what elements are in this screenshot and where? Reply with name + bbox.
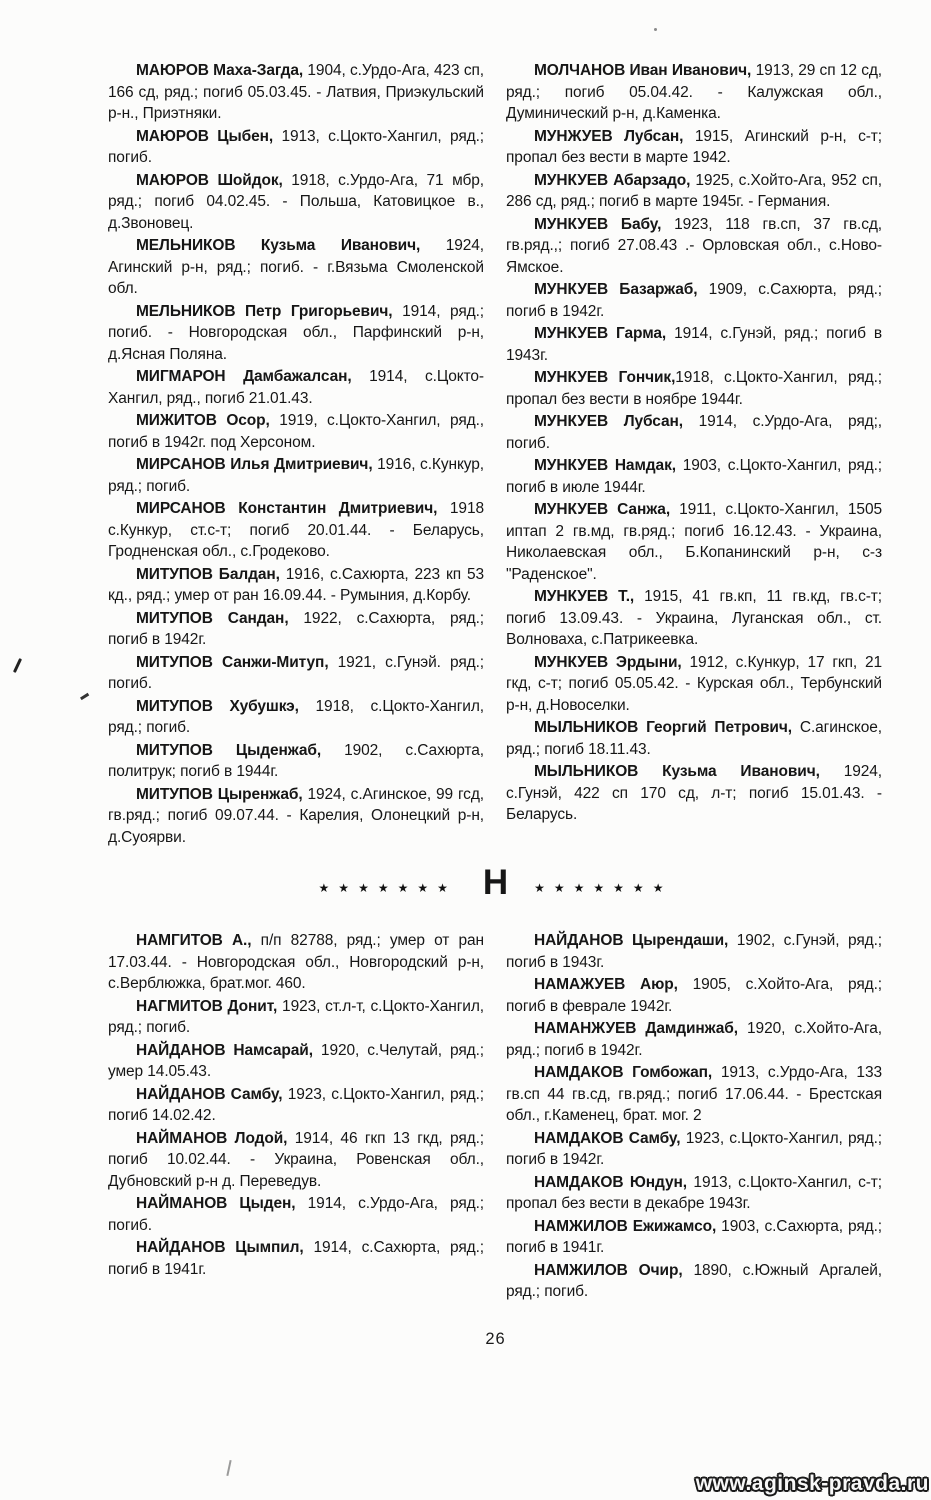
lower-right-column bbox=[506, 930, 882, 1304]
entry-details: 1914, ряд.; погиб. - Новгородская обл., Парфинский р-н, д.Ясная Поляна. bbox=[108, 302, 484, 363]
entry-person-name: НАМГИТОВ А., bbox=[136, 932, 252, 949]
entry-details: 1920, с.Хойто-Ага, ряд.; погиб в 1942г. bbox=[506, 1020, 882, 1059]
entry-person-name: МАЮРОВ Шойдок, bbox=[136, 171, 283, 189]
entry-details: 1916, с.Кункур, ряд.; погиб. bbox=[108, 456, 485, 495]
entry-details: 1914, с.Урдо-Ага, ряд;, погиб. bbox=[506, 413, 882, 452]
memorial-entry bbox=[506, 930, 882, 973]
entry-details: 1913, с.Цокто-Хангил, с-т; пропал без вести в декабре 1943г. bbox=[506, 1173, 883, 1212]
stars-left-ornament: ★★★★★★★ bbox=[318, 880, 457, 895]
entry-details: 1914, с.Цокто-Хангил, ряд., погиб 21.01.43. bbox=[108, 368, 484, 407]
scan-artifact-stroke bbox=[13, 658, 22, 673]
entry-details: п/п 82788, ряд.; умер от ран 17.03.44. - Новгородская обл., Новгородский р-н, с.Верблюжка, брат.мог. 460. bbox=[108, 932, 484, 992]
entry-details: 1916, с.Сахюрта, 223 кп 53 кд., ряд.; умер от ран 16.09.44. - Румыния, д.Корбу. bbox=[108, 565, 484, 604]
entry-details: 1922, с.Сахюрта, ряд.; погиб в 1942г. bbox=[108, 609, 484, 648]
entry-details: 1918, с.Урдо-Ага, 71 мбр, ряд.; погиб 04.02.45. - Польша, Катовицкое в., д.Звоновец. bbox=[108, 171, 484, 232]
entry-person-name: МУНКУЕВ Лубсан, bbox=[534, 413, 683, 430]
entry-person-name: МЫЛЬНИКОВ Георгий Петрович, bbox=[534, 719, 792, 736]
entry-person-name: МИТУПОВ Цыренжаб, bbox=[136, 785, 303, 803]
entry-person-name: НАМАЖУЕВ Аюр, bbox=[534, 976, 678, 993]
section-letter-m bbox=[108, 60, 883, 849]
memorial-entry bbox=[108, 410, 484, 453]
memorial-entry bbox=[506, 1018, 882, 1061]
entry-details: 1924, с.Агинское, 99 гсд, гв.ряд.; погиб 09.07.44. - Карелия, Олонецкий р-н, д.Суоярви. bbox=[108, 785, 484, 846]
upper-left-column bbox=[108, 60, 484, 849]
memorial-entry bbox=[108, 930, 484, 995]
entry-details: 1919, с.Цокто-Хангил, ряд., погиб в 1942г. под Херсоном. bbox=[108, 412, 484, 451]
entry-person-name: МУНКУЕВ Намдак, bbox=[534, 457, 676, 474]
entry-details: 1909, с.Сахюрта, ряд.; погиб в 1942г. bbox=[506, 281, 882, 320]
entry-details: 1924, с.Гунэй, 422 сп 170 сд, л-т; погиб 15.01.43. - Беларусь. bbox=[506, 763, 882, 823]
entry-details: 1914, с.Урдо-Ага, ряд.; погиб. bbox=[108, 1195, 484, 1234]
memorial-entry bbox=[506, 60, 882, 125]
memorial-entry bbox=[108, 1128, 484, 1193]
entry-details: С.агинское, ряд.; погиб 18.11.43. bbox=[506, 719, 882, 758]
memorial-entry bbox=[108, 1237, 484, 1280]
entry-details: 1903, с.Цокто-Хангил, ряд.; погиб в июле 1944г. bbox=[506, 457, 882, 496]
memorial-entry bbox=[506, 455, 882, 498]
entry-person-name: МЕЛЬНИКОВ Кузьма Иванович, bbox=[136, 237, 421, 254]
entry-details: 1902, с.Гунэй, ряд.; погиб в 1943г. bbox=[506, 932, 882, 971]
memorial-entry bbox=[506, 586, 882, 651]
section-header-n bbox=[108, 865, 883, 900]
memorial-entry bbox=[108, 564, 484, 607]
entry-person-name: МИГМАРОН Дамбажалсан, bbox=[136, 368, 352, 385]
entry-details: 1923, 118 гв.сп, 37 гв.сд, гв.ряд.,; погиб 27.08.43 .- Орловская обл., с.Ново-Ямское. bbox=[506, 215, 883, 276]
memorial-entry bbox=[506, 974, 882, 1017]
entry-person-name: НАМЖИЛОВ Очир, bbox=[534, 1261, 683, 1279]
entry-details: 1918 с.Кункур, ст.с-т; погиб 20.01.44. - Беларусь, Гродненская обл., с.Гродеково. bbox=[108, 500, 484, 560]
memorial-entry bbox=[506, 761, 882, 826]
entry-details: 1904, с.Урдо-Ага, 423 сп, 166 сд, ряд.; погиб 05.03.45. - Латвия, Приэкульский р-н., Приэтняки. bbox=[108, 62, 484, 122]
memorial-entry bbox=[108, 784, 484, 849]
entry-person-name: МУНКУЕВ Гончик, bbox=[534, 369, 676, 386]
entry-person-name: МИРСАНОВ Константин Дмитриевич, bbox=[136, 500, 438, 517]
entry-person-name: МЕЛЬНИКОВ Петр Григорьевич, bbox=[136, 302, 393, 320]
entry-person-name: МУНКУЕВ Т., bbox=[534, 588, 635, 605]
memorial-entry bbox=[108, 235, 484, 300]
memorial-entry bbox=[506, 499, 882, 585]
memorial-entry bbox=[108, 652, 484, 695]
entry-details: 1911, с.Цокто-Хангил, 1505 иптап 2 гв.мд, гв.ряд.; погиб 16.12.43. - Украина, Николаевская обл., Б.Копанинский р-н, с-з "Раденское". bbox=[506, 501, 882, 583]
memorial-entry bbox=[506, 367, 882, 410]
entry-person-name: МУНЖУЕВ Лубсан, bbox=[534, 127, 684, 145]
entry-person-name: МИТУПОВ Балдан, bbox=[136, 565, 280, 583]
memorial-entry bbox=[108, 60, 484, 125]
entry-person-name: НАЙМАНОВ Цыден, bbox=[136, 1195, 296, 1212]
entry-person-name: НАЙДАНОВ Цымпил, bbox=[136, 1239, 304, 1256]
entry-details: 1890, с.Южный Аргалей, ряд.; погиб. bbox=[506, 1261, 883, 1300]
entry-details: 1915, Агинский р-н, с-т; пропал без вести в марте 1942. bbox=[506, 127, 882, 166]
memorial-entry bbox=[108, 608, 484, 651]
entry-details: 1914, 46 гкп 13 гкд, ряд.; погиб 10.02.44. - Украина, Ровенская обл., Дубновский р-н д. Переведув. bbox=[108, 1129, 484, 1190]
entry-details: 1923, ст.л-т, с.Цокто-Хангил, ряд.; погиб. bbox=[108, 997, 485, 1036]
lower-left-column bbox=[108, 930, 484, 1304]
entry-details: 1913, с.Цокто-Хангил, ряд.; погиб. bbox=[108, 127, 484, 166]
memorial-entry bbox=[108, 366, 484, 409]
entry-details: 1914, с.Гунэй, ряд.; погиб в 1943г. bbox=[506, 325, 882, 364]
entry-details: 1915, 41 гв.кп, 11 гв.кд, гв.с-т; погиб 13.09.43. - Украина, Луганская обл., ст. Волноваха, с.Патрикеевка. bbox=[506, 588, 882, 648]
entry-person-name: НАМДАКОВ Гомбожап, bbox=[534, 1064, 713, 1081]
entry-person-name: НАМДАКОВ Самбу, bbox=[534, 1129, 681, 1147]
memorial-entry bbox=[506, 1172, 882, 1215]
entry-person-name: НАМДАКОВ Юндун, bbox=[534, 1173, 687, 1191]
entry-details: 1921, с.Гунэй. ряд.; погиб. bbox=[108, 653, 484, 692]
memorial-entry bbox=[506, 1216, 882, 1259]
entry-person-name: НАЙДАНОВ Цырендаши, bbox=[534, 932, 729, 949]
memorial-entry bbox=[108, 740, 484, 783]
memorial-entry bbox=[108, 454, 484, 497]
memorial-entry bbox=[506, 1260, 882, 1303]
stars-right-ornament: ★★★★★★★ bbox=[534, 880, 673, 895]
entry-person-name: МУНКУЕВ Гарма, bbox=[534, 325, 667, 342]
entry-person-name: МУНКУЕВ Бабу, bbox=[534, 215, 662, 233]
entry-details: 1923, с.Цокто-Хангил, ряд.; погиб 14.02.42. bbox=[108, 1085, 484, 1124]
memorial-entry bbox=[108, 1193, 484, 1236]
entry-person-name: НАМЖИЛОВ Ежижамсо, bbox=[534, 1217, 717, 1235]
entry-person-name: МИТУПОВ Сандан, bbox=[136, 609, 289, 627]
scan-speck bbox=[654, 28, 657, 31]
entry-details: 1912, с.Кункур, 17 гкп, 21 гкд, с-т; погиб 05.05.42. - Курская обл., Тербунский р-н, д.Новоселки. bbox=[506, 653, 882, 714]
entry-person-name: МИТУПОВ Санжи-Митуп, bbox=[136, 653, 329, 671]
memorial-entry bbox=[108, 498, 484, 563]
memorial-entry bbox=[108, 1084, 484, 1127]
memorial-entry bbox=[108, 301, 484, 366]
memorial-entry bbox=[506, 126, 882, 169]
entry-person-name: МАЮРОВ Цыбен, bbox=[136, 127, 274, 145]
entry-details: 1902, с.Сахюрта, политрук; погиб в 1944г. bbox=[108, 741, 484, 780]
entry-person-name: НАЙДАНОВ Намсарай, bbox=[136, 1041, 313, 1059]
memorial-entry bbox=[506, 717, 882, 760]
memorial-entry bbox=[506, 411, 882, 454]
entry-person-name: МУНКУЕВ Санжа, bbox=[534, 501, 671, 518]
entry-person-name: НАГМИТОВ Донит, bbox=[136, 997, 278, 1015]
entry-person-name: МИТУПОВ Хубушкэ, bbox=[136, 697, 299, 715]
entry-details: 1925, с.Хойто-Ага, 952 сп, 286 сд, ряд.; погиб в марте 1945г. - Германия. bbox=[506, 171, 882, 210]
page-number: 26 bbox=[485, 1329, 506, 1348]
entry-details: 1903, с.Сахюрта, ряд.; погиб в 1941г. bbox=[506, 1217, 882, 1256]
memorial-entry bbox=[506, 652, 882, 717]
entry-person-name: МИРСАНОВ Илья Дмитриевич, bbox=[136, 456, 373, 473]
memorial-entry bbox=[108, 996, 484, 1039]
entry-details: 1924, Агинский р-н, ряд.; погиб. - г.Вязьма Смоленской обл. bbox=[108, 237, 484, 297]
entry-person-name: НАМАНЖУЕВ Дамдинжаб, bbox=[534, 1020, 738, 1037]
entry-person-name: МОЛЧАНОВ Иван Иванович, bbox=[534, 62, 752, 79]
memorial-entry bbox=[506, 279, 882, 322]
entry-person-name: МЫЛЬНИКОВ Кузьма Иванович, bbox=[534, 763, 820, 780]
memorial-entry bbox=[506, 214, 882, 279]
entry-person-name: МИТУПОВ Цыденжаб, bbox=[136, 741, 322, 759]
section-letter-n bbox=[108, 930, 883, 1304]
entry-person-name: МАЮРОВ Маха-Загда, bbox=[136, 62, 304, 79]
page-content bbox=[108, 60, 883, 1349]
memorial-entry bbox=[108, 1040, 484, 1083]
scan-artifact-stroke bbox=[80, 693, 89, 700]
entry-details: 1913, 29 сп 12 сд, ряд.; погиб 05.04.42. - Калужская обл., Думинический р-н, д.Каменка. bbox=[506, 62, 882, 122]
entry-details: 1920, с.Челутай, ряд.; умер 14.05.43. bbox=[108, 1041, 484, 1080]
entry-person-name: МУНКУЕВ Базаржаб, bbox=[534, 281, 698, 298]
memorial-entry bbox=[506, 1062, 882, 1127]
entry-person-name: МУНКУЕВ Эрдыни, bbox=[534, 653, 682, 671]
entry-person-name: МУНКУЕВ Абарзадо, bbox=[534, 171, 691, 189]
entry-person-name: МИЖИТОВ Осор, bbox=[136, 412, 270, 429]
entry-person-name: НАЙМАНОВ Лодой, bbox=[136, 1129, 288, 1147]
scan-artifact-stroke bbox=[226, 1460, 231, 1476]
section-letter: Н bbox=[482, 863, 509, 902]
site-watermark: www.aginsk-pravda.ru bbox=[695, 1472, 929, 1495]
memorial-entry bbox=[108, 126, 484, 169]
entry-details: 1905, с.Хойто-Ага, ряд.; погиб в феврале 1942г. bbox=[506, 976, 882, 1015]
entry-person-name: НАЙДАНОВ Самбу, bbox=[136, 1085, 283, 1103]
entry-details: 1918, с.Цокто-Хангил, ряд.; погиб. bbox=[108, 697, 485, 736]
memorial-entry bbox=[506, 1128, 882, 1171]
memorial-entry bbox=[506, 323, 882, 366]
entry-details: 1918, с.Цокто-Хангил, ряд.; пропал без вести в ноябре 1944г. bbox=[506, 369, 882, 408]
upper-right-column bbox=[506, 60, 882, 849]
memorial-entry bbox=[108, 696, 484, 739]
entry-details: 1923, с.Цокто-Хангил, ряд.; погиб в 1942г. bbox=[506, 1129, 883, 1168]
memorial-entry bbox=[108, 170, 484, 235]
entry-details: 1913, с.Урдо-Ага, 133 гв.сп 44 гв.сд, гв.ряд.; погиб 17.06.44. - Брестская обл., г.Каменец, брат. мог. 2 bbox=[506, 1064, 882, 1124]
memorial-entry bbox=[506, 170, 882, 213]
entry-details: 1914, с.Сахюрта, ряд.; погиб в 1941г. bbox=[108, 1239, 484, 1278]
